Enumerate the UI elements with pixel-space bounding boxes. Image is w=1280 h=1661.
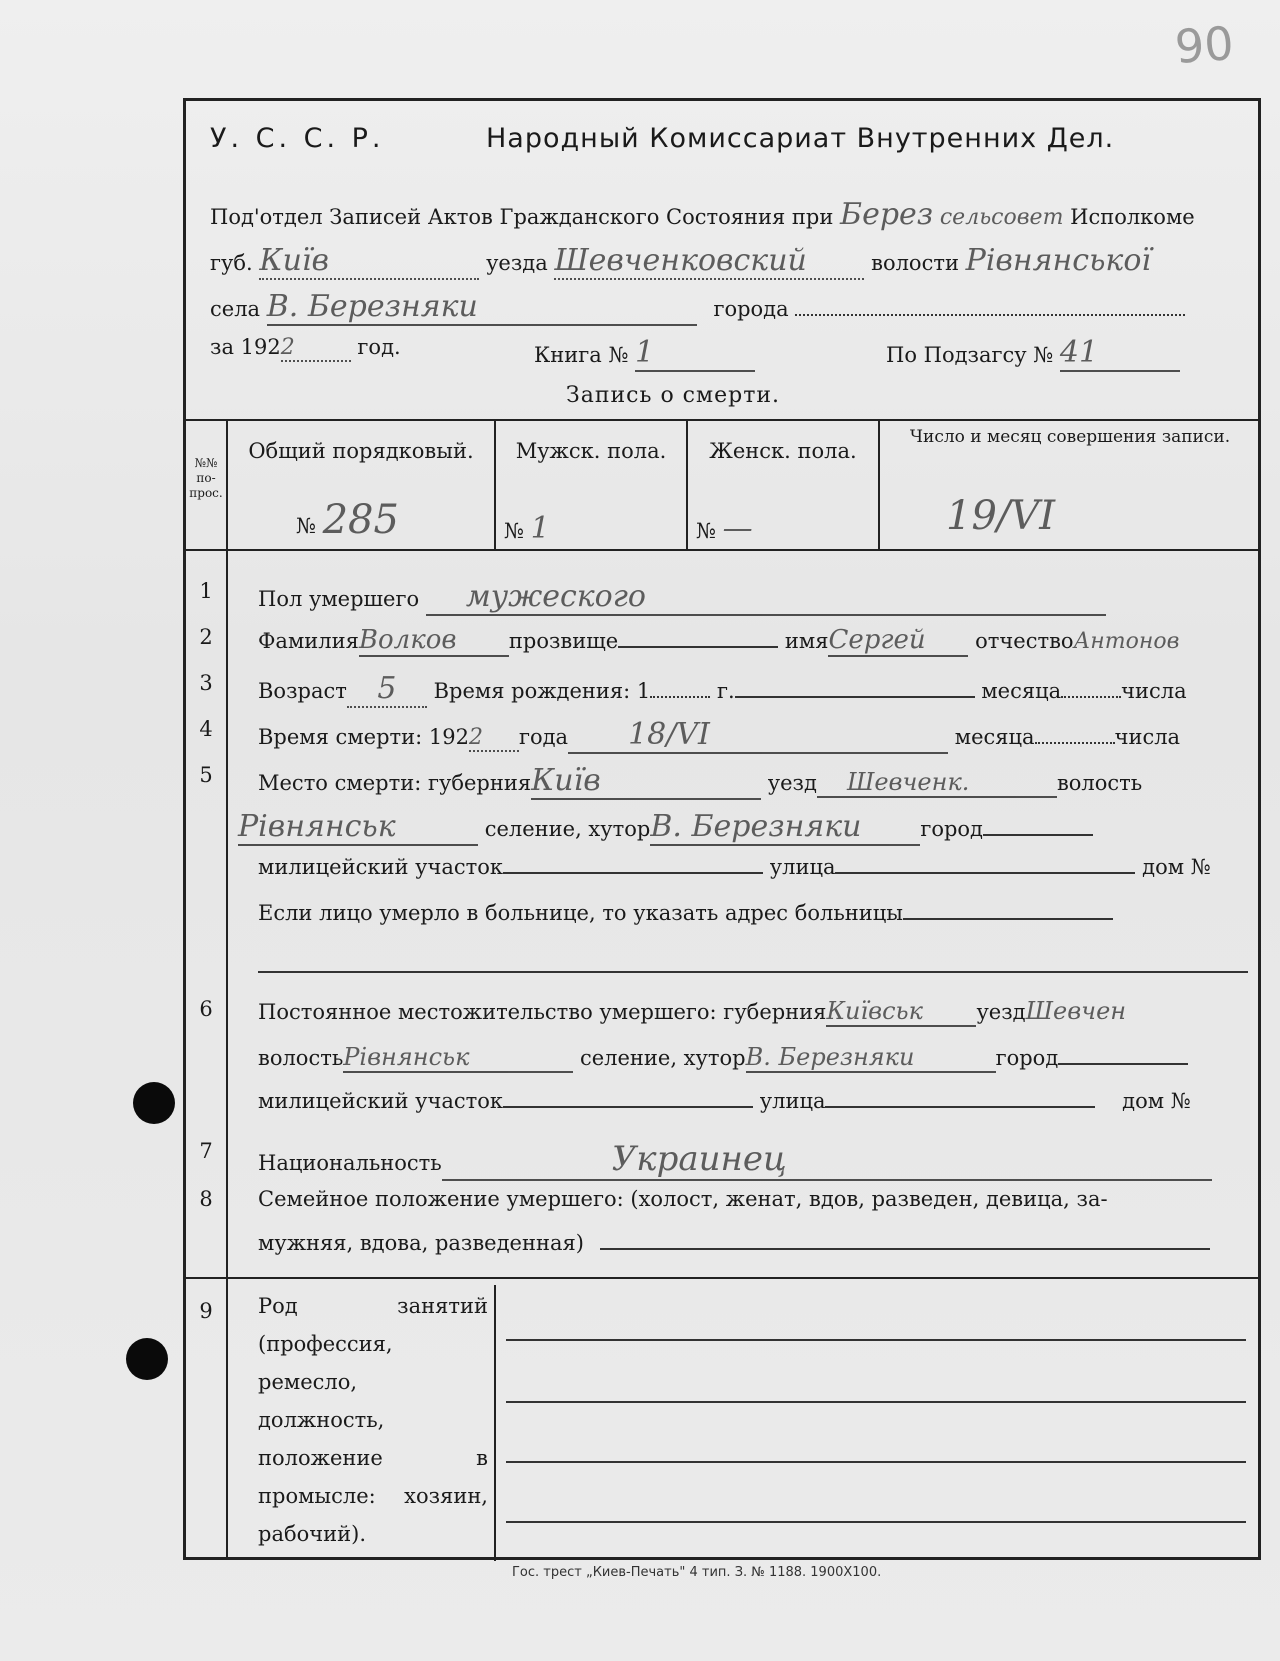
q4-death-time: Время смерти: 1922 года 18/VI месяца числа <box>258 717 1181 752</box>
punch-hole <box>126 1338 168 1380</box>
q8-marital-line2: мужняя, вдова, разведенная) <box>258 1231 1210 1255</box>
selo-value: В. Березняки <box>267 289 697 326</box>
gub-value: Київ <box>259 243 479 280</box>
book-line: Книга № 1 <box>534 335 755 372</box>
book-value: 1 <box>635 335 755 372</box>
col-general-header: Общий порядковый. <box>248 439 474 463</box>
commissariat-title: Народный Комиссариат Внутренних Дел. <box>486 123 1115 154</box>
q5-address: милицейский участок улица дом № <box>258 855 1211 879</box>
col-male-header: Мужск. пола. <box>515 439 667 463</box>
col-question-header: №№ по- прос. <box>189 456 223 500</box>
q6-village: волостьРівнянськ селение, хуторВ. Березняки город <box>258 1043 1188 1073</box>
subregistry-line: По Подзагсу № 41 <box>886 335 1180 372</box>
col-date-header: Число и месяц совершения записи. <box>909 427 1231 447</box>
record-title: Запись о смерти. <box>566 383 781 408</box>
q6-residence: Постоянное местожительство умершего: губернияКиївськ уездШевчен <box>258 997 1127 1025</box>
office-place-handwritten: Берез <box>840 197 934 232</box>
subregistry-value: 41 <box>1060 335 1180 372</box>
q5-death-place: Место смерти: губернияКиїв уезд Шевченк. волость <box>258 763 1143 798</box>
female-number: № — <box>696 511 753 546</box>
page-number: 90 <box>1173 16 1236 74</box>
q7-nationality: Национальность Украинец <box>258 1139 1212 1181</box>
q8-marital-line1: Семейное положение умершего: (холост, женат, вдов, разведен, девица, за- <box>258 1187 1108 1211</box>
q2-name: ФамилияВолков прозвище имяСергей отчествоАнтонов <box>258 625 1180 655</box>
office-extra-handwritten: сельсовет <box>939 205 1064 230</box>
uezd-value: Шевченковский <box>554 243 864 280</box>
q3-age: Возраст 5 Время рождения: 1 г. месяца числа <box>258 671 1187 706</box>
q1-sex: Пол умершего мужеского <box>258 579 1106 616</box>
year-line: за 1922 год. <box>210 335 401 360</box>
q6-address: милицейский участок улица дом № <box>258 1089 1191 1113</box>
q5-village: Рівнянськ селение, хуторВ. Березняки город <box>238 809 1093 846</box>
q9-occupation: Род занятий (профессия, ремесло, должность, положение в промысле: хозяин, рабочий). <box>258 1294 488 1546</box>
record-date: 19/VI <box>946 493 1056 539</box>
printer-footer: Гос. трест „Киев-Печать" 4 тип. З. № 1188. 1900Х100. <box>512 1565 882 1580</box>
form-frame: У. С. С. Р. Народный Комиссариат Внутренних Дел. Под'отдел Записей Актов Гражданского Состояния при Берез сельсовет Исполкоме губ. Київ уезда Шевченковский волости Рівнянської села В. Березняки города за 1922 год. Книга № 1 По Подзагсу № 41 Запись о смерти. №№ по- прос. Общий порядковый. Мужск. пола. Женск. пола. Число и месяц совершения записи. № 285 № 1 № — 19/VI 1 Пол умершего мужеского 2 ФамилияВолков прозвище имяСергей отчествоАнтонов 3 Возраст 5 Время рождения: 1 г. месяца числа 4 Время смерти: 1922 года 18/VI месяца числа 5 Место смерти: губернияКиїв уезд Шевченк. волость Рівнянськ селение, хуторВ. Березняки город милицейский участок улица дом № Если лицо умерло в больнице, то указать адрес больницы 6 Постоянное местожительство умершего: губернияКиївськ уездШевчен волостьРівнянськ селение, хуторВ. Березняки город милицейский участок улица дом № 7 Национальность Украинец 8 Семейное положение умершего: (холост, женат, вдов, разведен, девица, за- мужняя, вдова, разведенная) 9 Род занятий (профессия, ремесло, должность, положение в промысле: хозяин, рабочий). <box>183 98 1261 1560</box>
city-value <box>795 314 1185 316</box>
col-female-header: Женск. пола. <box>709 439 857 463</box>
male-number: № 1 <box>504 511 550 546</box>
punch-hole <box>133 1082 175 1124</box>
volost-value: Рівнянської <box>965 243 1151 278</box>
office-line: Под'отдел Записей Актов Гражданского Состояния при Берез сельсовет Исполкоме <box>210 197 1195 232</box>
village-line: села В. Березняки города <box>210 289 1185 326</box>
region-line: губ. Київ уезда Шевченковский волости Рівнянської <box>210 243 1166 280</box>
general-number: № 285 <box>296 497 399 543</box>
q5-hospital: Если лицо умерло в больнице, то указать адрес больницы <box>258 901 1113 925</box>
republic-title: У. С. С. Р. <box>210 123 385 154</box>
